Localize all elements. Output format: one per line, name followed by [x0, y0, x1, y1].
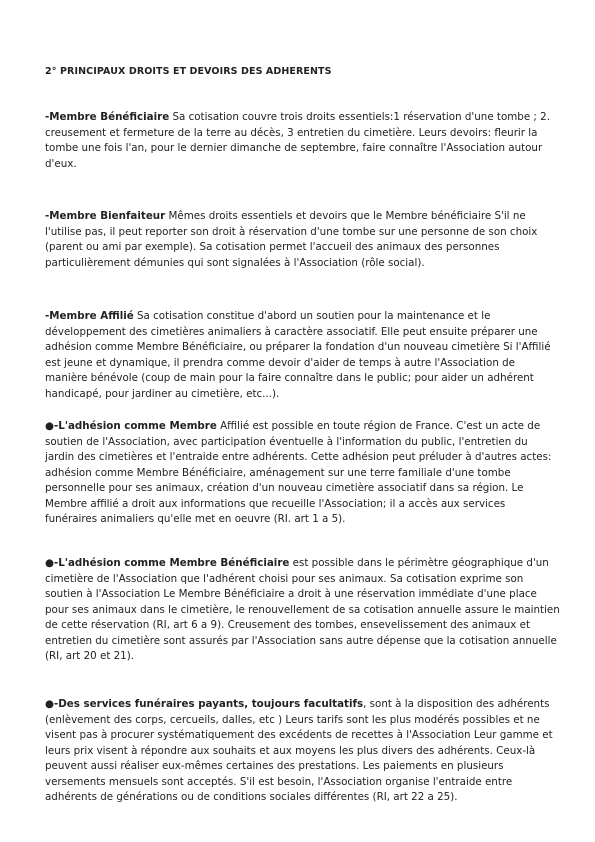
- page-title: 2° PRINCIPAUX DROITS ET DEVOIRS DES ADHERENTS: [45, 66, 332, 77]
- paragraph-membre-affilie: [45, 309, 560, 402]
- paragraph-text: Sa cotisation couvre trois droits essentiels:1 réservation d'une tombe ; 2. creusement et fermeture de la terre au décès, 3 entretien du cimetière. Leurs devoirs: fleurir la tombe une fois l'an, pour le dernier dimanche de septembre, faire connaître l'Association autour d'eux.: [45, 111, 551, 170]
- paragraph-lead: -Membre Bénéficiaire: [45, 111, 170, 123]
- paragraph-lead: ●-L'adhésion comme Membre: [45, 420, 217, 432]
- paragraph-lead: ●-L'adhésion comme Membre Bénéficiaire: [45, 557, 290, 569]
- paragraph-services-funeraires: [45, 697, 560, 806]
- paragraph-text: est possible dans le périmètre géographique d'un cimetière de l'Association que l'adhérent choisi pour ses animaux. Sa cotisation exprime son soutien à l'Association Le Membre Bénéficiaire a droit à une réservation immédiate d'une place pour ses animaux dans le cimetière, le renouvellement de sa cotisation annuelle assure le maintien de cette réservation (RI, art 6 a 9). Creusement des tombes, ensevelissement des animaux et entretien du cimetière sont assurés par l'Association sans autre dépense que la cotisation annuelle (RI, art 20 et 21).: [45, 557, 560, 662]
- paragraph-membre-bienfaiteur: [45, 209, 560, 271]
- paragraph-text: Affilié est possible en toute région de France. C'est un acte de soutien de l'Association, avec participation éventuelle à l'information du public, l'entretien du jardin des cimetières et l'entraide entre adhérents. Cette adhésion peut préluder à d'autres actes: adhésion comme Membre Bénéficiaire, aménagement sur une terre familiale d'une tombe personnelle pour ses animaux, création d'un nouveau cimetière associatif dans sa région. Le Membre affilié a droit aux informations que recueille l'Association; il a accès aux services funéraires animaliers qu'elle met en oeuvre (RI. art 1 a 5).: [45, 420, 552, 525]
- paragraph-lead: ●-Des services funéraires payants, toujours facultatifs: [45, 698, 364, 710]
- paragraph-lead: -Membre Bienfaiteur: [45, 210, 166, 222]
- paragraph-text: Mêmes droits essentiels et devoirs que le Membre bénéficiaire S'il ne l'utilise pas, il peut reporter son droit à réservation d'une tombe sur une personne de son choix (parent ou ami par exemple). Sa cotisation permet l'accueil des animaux des personnes particulièrement démunies qui sont signalées à l'Association (rôle social).: [45, 210, 538, 269]
- paragraph-adhesion-membre: [45, 419, 560, 528]
- paragraph-text: Sa cotisation constitue d'abord un soutien pour la maintenance et le développement des cimetières animaliers à caractère associatif. Elle peut ensuite préparer une adhésion comme Membre Bénéficiaire, ou préparer la fondation d'un nouveau cimetière Si l'Affilié est jeune et dynamique, il prendra comme devoir d'aider de temps à autre l'Association de manière bénévole (coup de main pour la faire connaître dans le public; pour aider un adhérent handicapé, pour jardiner au cimetière, etc...).: [45, 310, 551, 400]
- paragraph-membre-beneficiaire: [45, 110, 560, 172]
- paragraph-lead: -Membre Affilié: [45, 310, 134, 322]
- paragraph-text: , sont à la disposition des adhérents (enlèvement des corps, cercueils, dalles, etc ) Leurs tarifs sont les plus modérés possibles et ne visent pas à procurer systématiquement des excédents de recettes à l'Association Leur gamme et leurs prix visent à répondre aux souhaits et aux moyens les plus divers des adhérents. Ceux-là peuvent aussi réaliser eux-mêmes certaines des prestations. Les paiements en plusieurs versements mensuels sont acceptés. S'il est besoin, l'Association organise l'entraide entre adhérents de générations ou de conditions sociales différentes (RI, art 22 a 25).: [45, 698, 553, 803]
- paragraph-adhesion-beneficiaire: [45, 556, 560, 665]
